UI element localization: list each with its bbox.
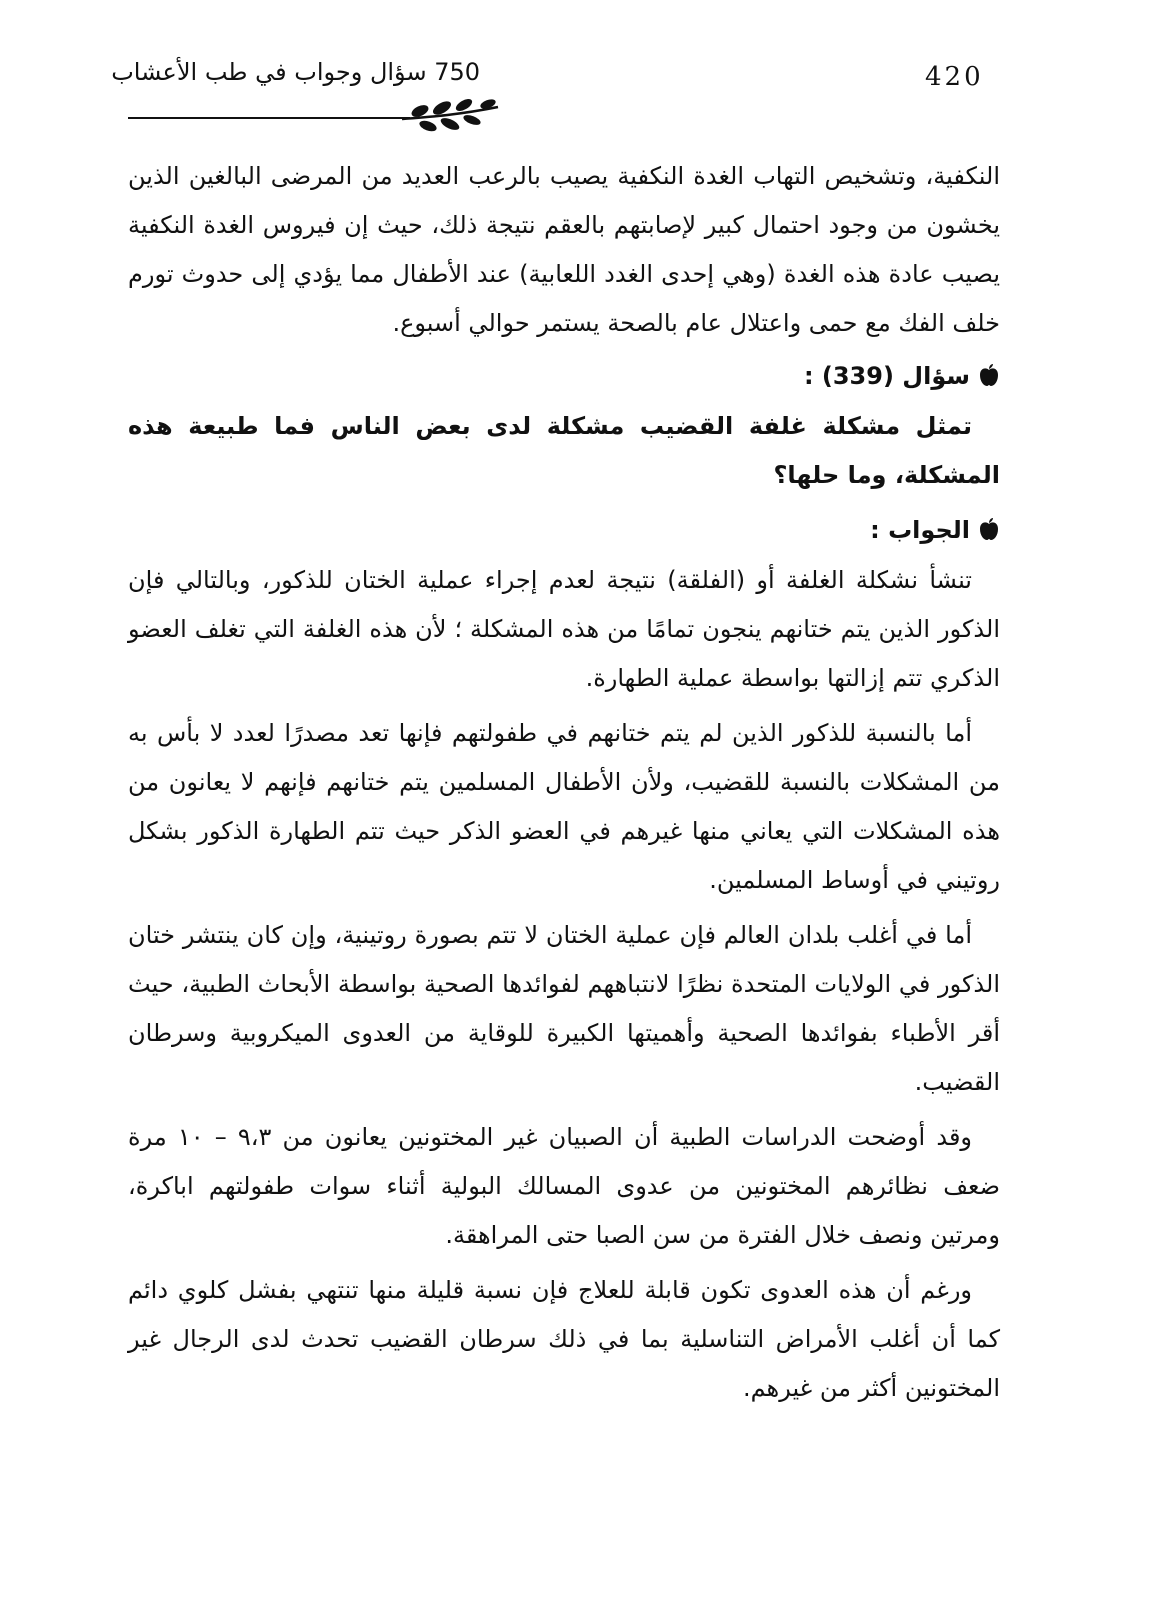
olive-branch-icon — [398, 97, 503, 137]
answer-paragraph: أما بالنسبة للذكور الذين لم يتم ختانهم في طفولتهم فإنها تعد مصدرًا لعدد لا بأس به من المشكلات بالنسبة للقضيب، ولأن الأطفال المسلمين يتم ختانهم فإنهم لا يعانون من هذه المشكلات التي يعاني منها غيرهم في العضو الذكر حيث تتم الطهارة الذكور بشكل روتيني في أوساط المسلمين. — [128, 719, 1000, 894]
answer-paragraph: ورغم أن هذه العدوى تكون قابلة للعلاج فإن نسبة قليلة منها تنتهي بفشل كلوي دائم كما أن أغلب الأمراض التناسلية بما في ذلك سرطان القضيب تحدث لدى الرجال غير المختونين أكثر من غيرهم. — [128, 1276, 1000, 1402]
answer-heading — [128, 506, 1000, 556]
apple-icon — [978, 507, 1000, 556]
question-text: تمثل مشكلة غلفة القضيب مشكلة لدى بعض الناس فما طبيعة هذه المشكلة، وما حلها؟ — [128, 412, 1000, 489]
answer-paragraph: وقد أوضحت الدراسات الطبية أن الصبيان غير المختونين يعانون من ٩،٣ – ١٠ مرة ضعف نظائرهم المختونين من عدوى المسالك البولية أثناء سوات طفولتهم اباكرة، ومرتين ونصف خلال الفترة من سن الصبا حتى المراهقة. — [128, 1123, 1000, 1249]
answer-paragraph: أما في أغلب بلدان العالم فإن عملية الختان لا تتم بصورة روتينية، وإن كان ينتشر ختان الذكور في الولايات المتحدة نظرًا لانتباههم لفوائدها الصحية بواسطة الأبحاث الطبية، حيث أقر الأطباء بفوائدها الصحية وأهميتها الكبيرة للوقاية من العدوى الميكروبية وسرطان القضيب. — [128, 921, 1000, 1096]
answer-paragraph: تنشأ نشكلة الغلفة أو (الفلقة) نتيجة لعدم إجراء عملية الختان للذكور، وبالتالي فإن الذكور الذين يتم ختانهم ينجون تمامًا من هذه المشكلة ؛ لأن هذه الغلفة التي تغلف العضو الذكري تتم إزالتها بواسطة عملية الطهارة. — [128, 566, 1000, 692]
body-text — [128, 152, 1000, 1413]
apple-icon — [978, 353, 1000, 402]
running-title: 750 سؤال وجواب في طب الأعشاب — [111, 58, 480, 86]
header-rule — [128, 117, 410, 119]
question-heading — [128, 352, 1000, 402]
paragraph-continued: النكفية، وتشخيص التهاب الغدة النكفية يصيب بالرعب العديد من المرضى البالغين الذين يخشون من وجود احتمال كبير لإصابتهم بالعقم نتيجة ذلك، حيث إن فيروس الغدة النكفية يصيب عادة هذه الغدة (وهي إحدى الغدد اللعابية) عند الأطفال مما يؤدي إلى حدوث تورم خلف الفك مع حمى واعتلال عام بالصحة يستمر حوالي أسبوع. — [128, 162, 1000, 337]
answer-label: الجواب : — [870, 516, 970, 544]
page-number: 420 — [925, 62, 984, 92]
question-label: سؤال (339) : — [803, 362, 970, 390]
